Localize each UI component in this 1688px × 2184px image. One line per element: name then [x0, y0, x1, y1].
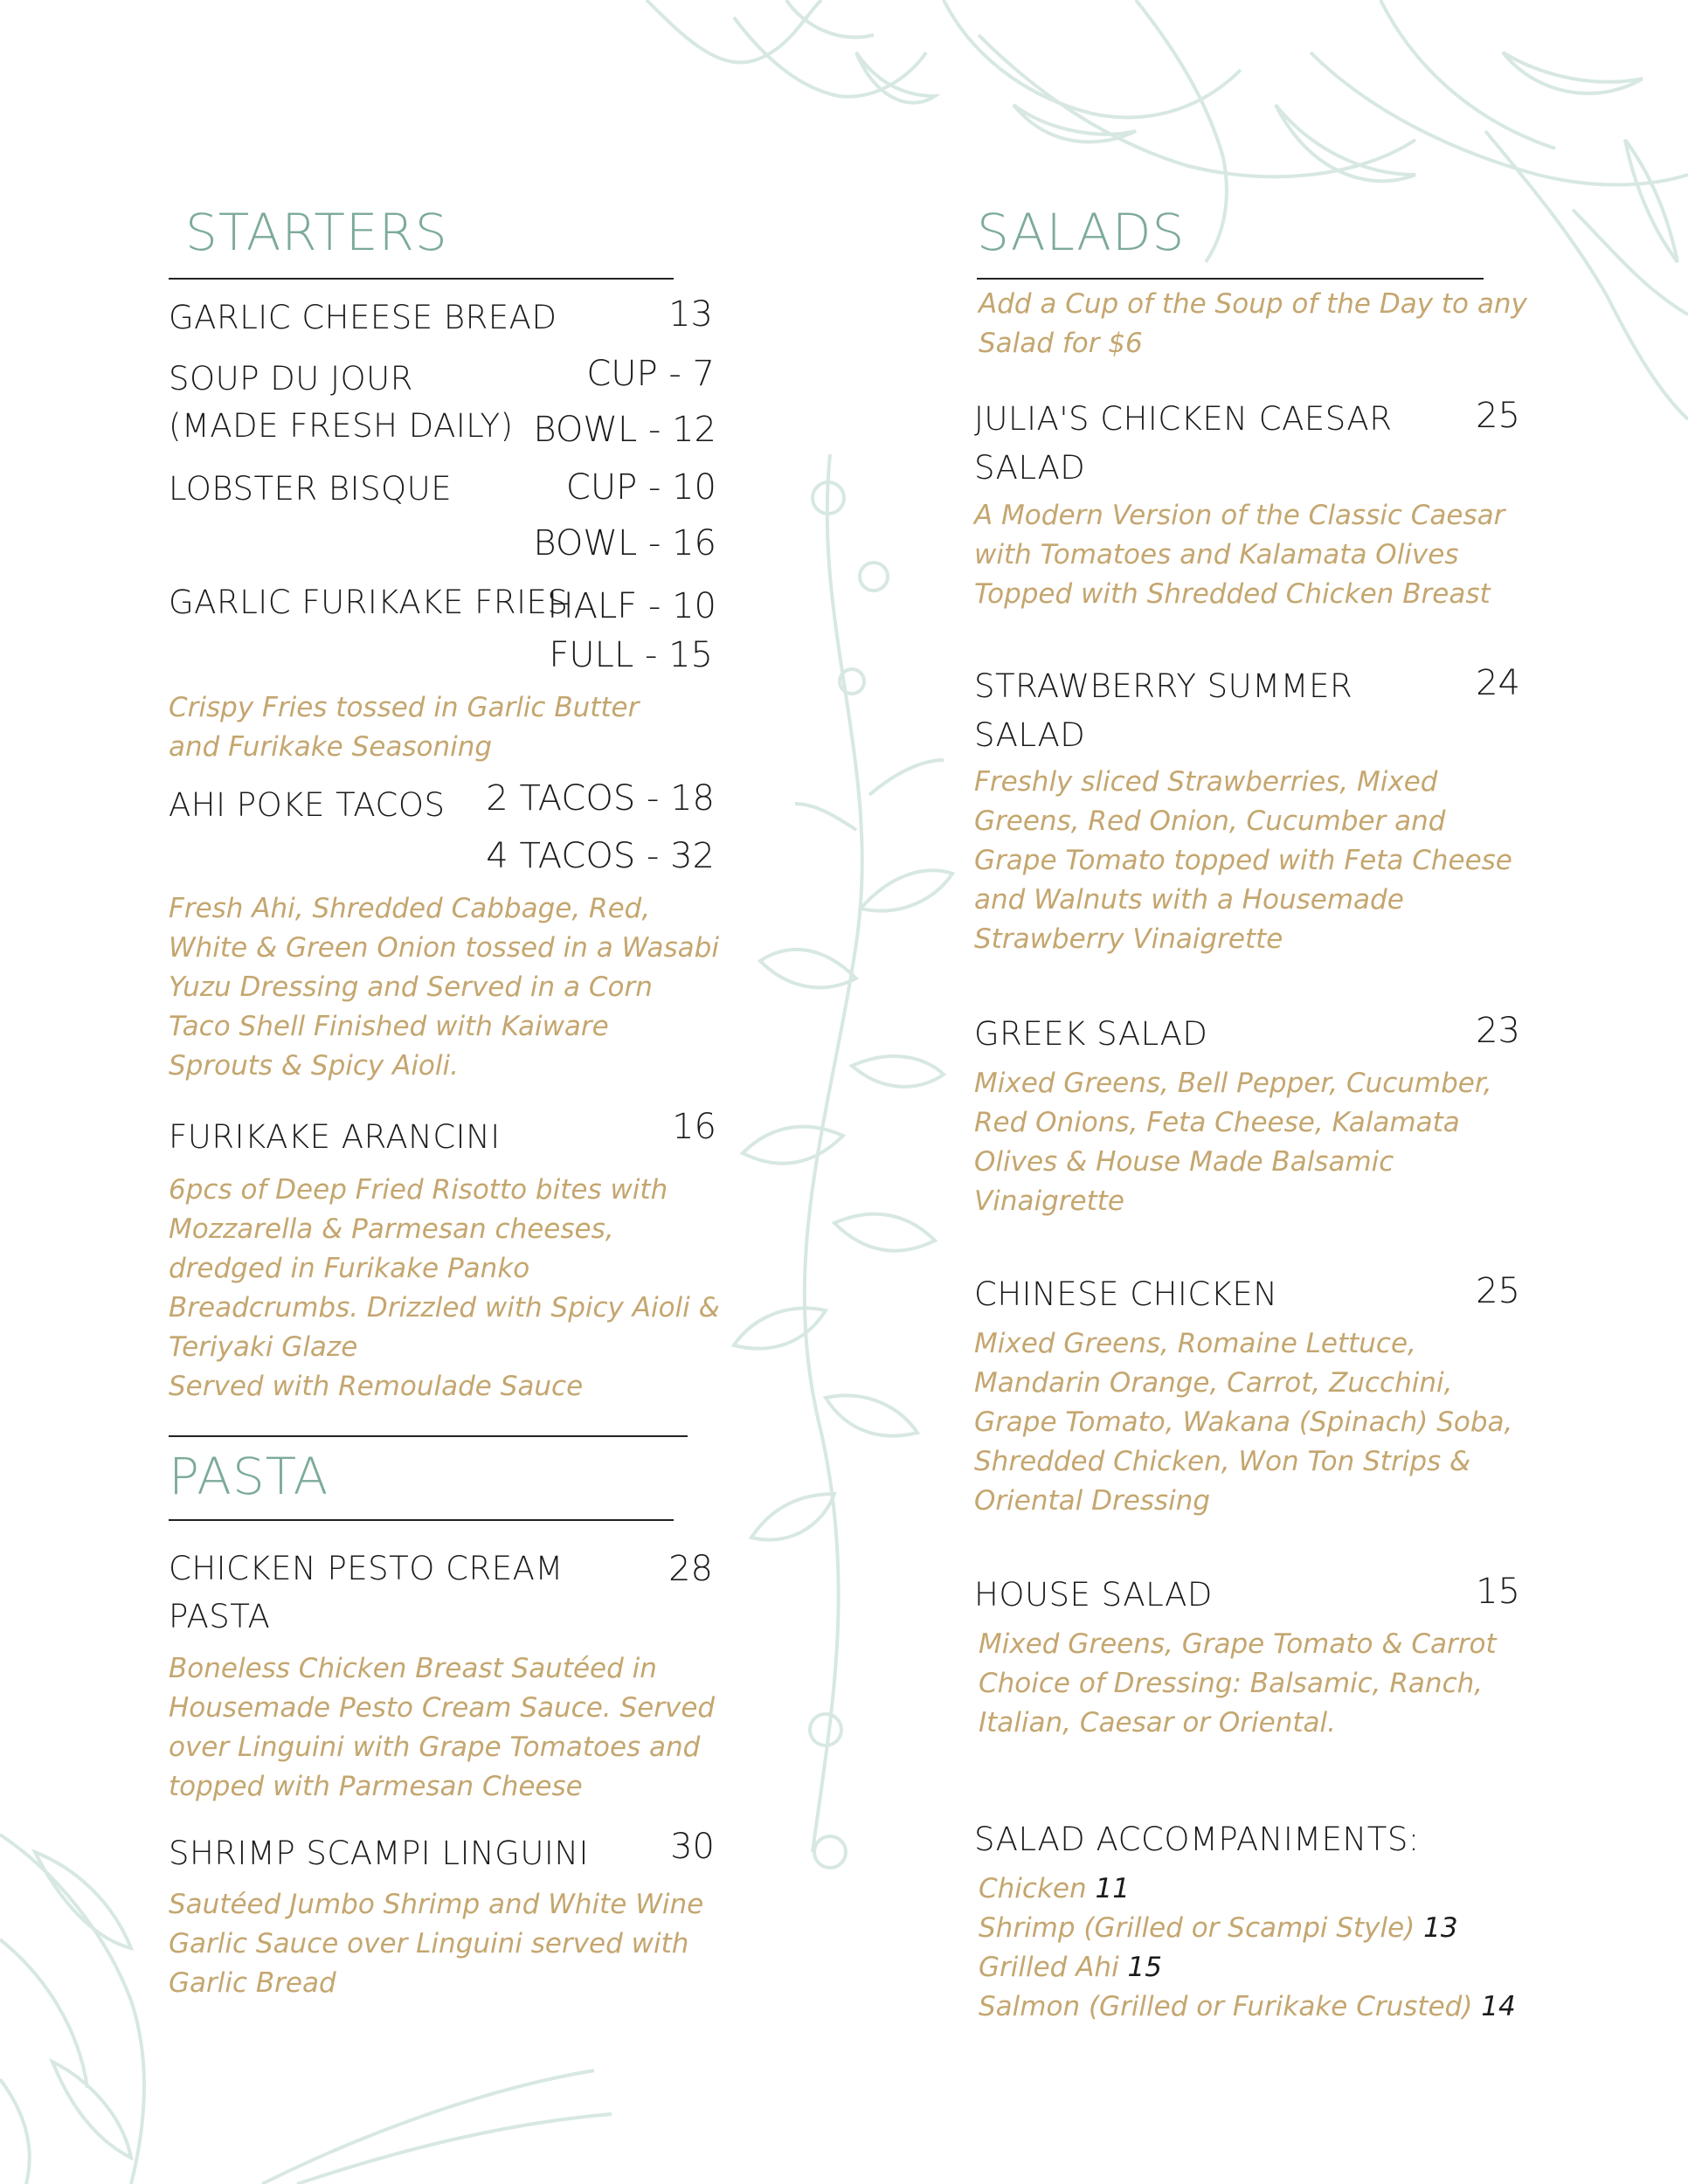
- item-description: Olives & House Made Balsamic: [974, 1146, 1394, 1178]
- accompaniment-item: [979, 1987, 1516, 2027]
- item-name: LOBSTER BISQUE: [169, 470, 453, 508]
- item-price: 23: [1476, 1011, 1520, 1051]
- item-description: with Tomatoes and Kalamata Olives: [974, 539, 1459, 570]
- item-description: Mixed Greens, Romaine Lettuce,: [974, 1328, 1416, 1359]
- accompaniment-label: Salmon (Grilled or Furikake Crusted): [979, 1991, 1473, 2022]
- item-name: SHRIMP SCAMPI LINGUINI: [169, 1835, 589, 1872]
- item-description: Italian, Caesar or Oriental.: [979, 1707, 1336, 1738]
- item-price-bowl: BOWL - 12: [533, 410, 716, 450]
- item-description: Shredded Chicken, Won Ton Strips &: [974, 1446, 1471, 1477]
- salads-note: Salad for $6: [979, 328, 1143, 359]
- item-price: 28: [668, 1549, 713, 1589]
- accompaniment-label: Chicken: [979, 1873, 1087, 1904]
- item-price: 13: [668, 294, 713, 335]
- item-description: Breadcrumbs. Drizzled with Spicy Aioli &: [169, 1292, 720, 1324]
- item-description: Grape Tomato topped with Feta Cheese: [974, 845, 1512, 876]
- item-name: GREEK SALAD: [974, 1015, 1208, 1053]
- item-description: Red Onions, Feta Cheese, Kalamata: [974, 1107, 1460, 1138]
- pasta-heading: PASTA: [169, 1447, 329, 1506]
- item-price: 15: [1476, 1572, 1520, 1612]
- item-description: Topped with Shredded Chicken Breast: [974, 578, 1491, 610]
- accompaniment-label: Grilled Ahi: [979, 1952, 1119, 1983]
- item-description: Vinaigrette: [974, 1185, 1124, 1217]
- item-price: 25: [1476, 396, 1520, 436]
- item-name: HOUSE SALAD: [974, 1576, 1213, 1614]
- item-price-cup: CUP - 7: [586, 354, 715, 394]
- item-description: Oriental Dressing: [974, 1485, 1211, 1517]
- item-description: Mandarin Orange, Carrot, Zucchini,: [974, 1367, 1453, 1399]
- item-description: Greens, Red Onion, Cucumber and: [974, 805, 1446, 837]
- accompaniment-price: 14: [1481, 1991, 1516, 2022]
- item-description: Taco Shell Finished with Kaiware: [169, 1011, 609, 1042]
- item-description: Yuzu Dressing and Served in a Corn: [169, 971, 653, 1003]
- accompaniment-price: 15: [1127, 1952, 1162, 1983]
- item-description: Sautéed Jumbo Shrimp and White Wine: [169, 1889, 704, 1920]
- item-description: Mixed Greens, Bell Pepper, Cucumber,: [974, 1068, 1492, 1099]
- item-description: Sprouts & Spicy Aioli.: [169, 1050, 459, 1082]
- item-name: CHINESE CHICKEN: [974, 1275, 1278, 1313]
- item-description: over Linguini with Grape Tomatoes and: [169, 1731, 701, 1763]
- item-description: Teriyaki Glaze: [169, 1331, 358, 1363]
- item-description: Garlic Sauce over Linguini served with: [169, 1928, 689, 1959]
- accompaniments-title: SALAD ACCOMPANIMENTS:: [974, 1821, 1420, 1858]
- item-description: Choice of Dressing: Balsamic, Ranch,: [979, 1668, 1484, 1699]
- item-description: Crispy Fries tossed in Garlic Butter: [169, 692, 640, 723]
- pasta-top-divider: [169, 1435, 688, 1437]
- starters-heading: STARTERS: [185, 203, 448, 262]
- item-name: GARLIC FURIKAKE FRIES: [169, 584, 569, 621]
- item-description: and Walnuts with a Housemade: [974, 884, 1404, 916]
- item-name: PASTA: [169, 1598, 271, 1635]
- item-description: Boneless Chicken Breast Sautéed in: [169, 1653, 657, 1684]
- item-description: Mixed Greens, Grape Tomato & Carrot: [979, 1628, 1497, 1660]
- item-price-4-tacos: 4 TACOS - 32: [486, 836, 715, 876]
- item-price: 24: [1476, 663, 1520, 703]
- item-name: SOUP DU JOUR: [169, 360, 413, 397]
- item-price-cup: CUP - 10: [565, 467, 716, 508]
- item-price-bowl: BOWL - 16: [533, 523, 716, 563]
- starters-divider: [169, 278, 674, 280]
- item-description: Freshly sliced Strawberries, Mixed: [974, 766, 1438, 798]
- item-price-2-tacos: 2 TACOS - 18: [486, 778, 715, 819]
- item-description: White & Green Onion tossed in a Wasabi: [169, 932, 719, 964]
- accompaniment-price: 11: [1095, 1873, 1130, 1904]
- item-name: JULIA'S CHICKEN CAESAR: [974, 400, 1393, 438]
- salads-divider: [977, 278, 1484, 280]
- accompaniment-price: 13: [1423, 1912, 1458, 1944]
- item-name: AHI POKE TACOS: [169, 786, 446, 824]
- item-description: 6pcs of Deep Fried Risotto bites with: [169, 1174, 668, 1206]
- item-name-subtitle: (MADE FRESH DAILY): [169, 407, 514, 445]
- item-name: SALAD: [974, 449, 1086, 487]
- item-description: Garlic Bread: [169, 1967, 336, 1999]
- item-description: dredged in Furikake Panko: [169, 1253, 530, 1284]
- pasta-divider: [169, 1519, 674, 1521]
- accompaniment-item: [979, 1909, 1458, 1948]
- item-description: A Modern Version of the Classic Caesar: [974, 500, 1505, 531]
- item-description: Fresh Ahi, Shredded Cabbage, Red,: [169, 893, 651, 924]
- accompaniment-item: [979, 1948, 1162, 1987]
- salads-note: Add a Cup of the Soup of the Day to any: [979, 288, 1527, 320]
- item-description: Housemade Pesto Cream Sauce. Served: [169, 1692, 716, 1724]
- item-price: 30: [670, 1827, 715, 1867]
- item-name: GARLIC CHEESE BREAD: [169, 299, 557, 336]
- item-price-half: HALF - 10: [547, 586, 716, 626]
- item-name: FURIKAKE ARANCINI: [169, 1118, 501, 1156]
- item-description: topped with Parmesan Cheese: [169, 1771, 583, 1802]
- item-price: 25: [1476, 1271, 1520, 1311]
- salads-heading: SALADS: [977, 203, 1186, 262]
- accompaniment-item: [979, 1870, 1130, 1909]
- item-description: Grape Tomato, Wakana (Spinach) Soba,: [974, 1406, 1513, 1438]
- item-description: Mozzarella & Parmesan cheeses,: [169, 1213, 614, 1245]
- item-description: Strawberry Vinaigrette: [974, 923, 1283, 955]
- item-price-full: FULL - 15: [549, 635, 713, 675]
- item-description: and Furikake Seasoning: [169, 731, 493, 763]
- item-name: SALAD: [974, 716, 1086, 754]
- item-name: STRAWBERRY SUMMER: [974, 667, 1353, 705]
- item-name: CHICKEN PESTO CREAM: [169, 1550, 564, 1587]
- item-price: 16: [672, 1107, 716, 1147]
- item-description: Served with Remoulade Sauce: [169, 1371, 584, 1402]
- accompaniment-label: Shrimp (Grilled or Scampi Style): [979, 1912, 1415, 1944]
